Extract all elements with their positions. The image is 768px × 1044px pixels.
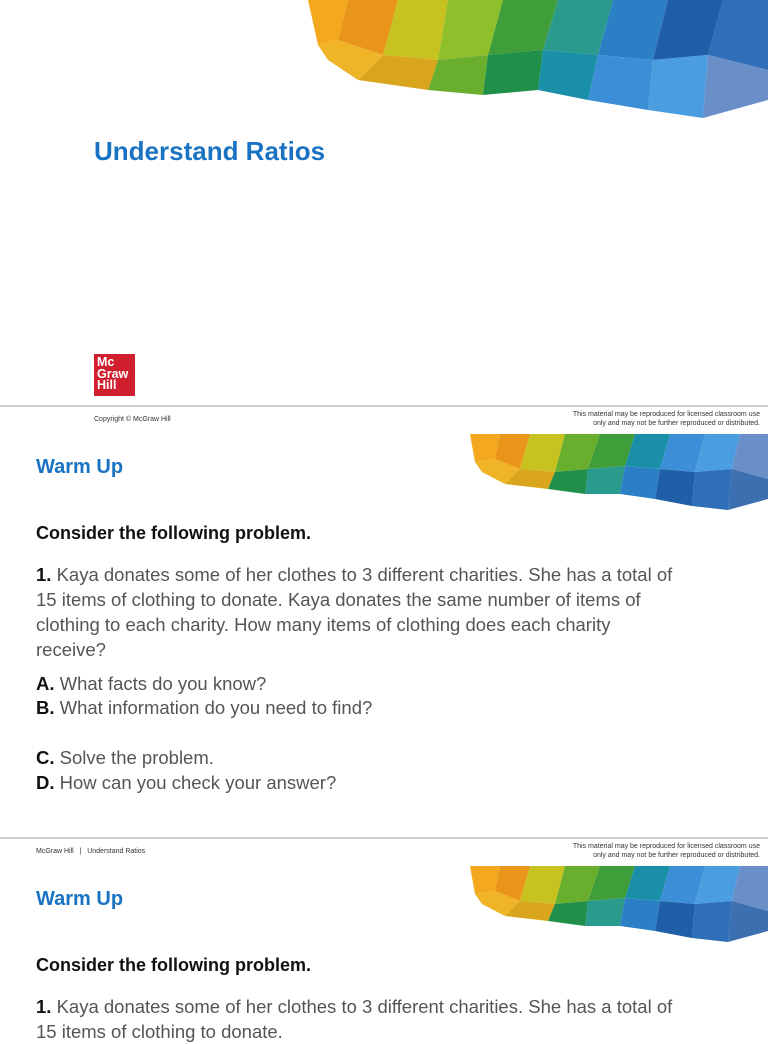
polygon-banner-graphic	[470, 866, 768, 944]
footer-breadcrumb: McGraw Hill | Understand Ratios	[36, 848, 146, 855]
problem-number: 1.	[36, 996, 52, 1017]
problem-prompt: Consider the following problem.	[36, 523, 312, 543]
option-d: D. How can you check your answer?	[36, 772, 337, 793]
section-title: Warm Up	[36, 456, 124, 478]
copyright-text: Copyright © McGraw Hill	[94, 416, 171, 423]
page-title: Understand Ratios	[94, 136, 326, 166]
license-notice: This material may be reproduced for licensed classroom use only and may not be further reproduced or distributed.	[572, 411, 760, 427]
problem-prompt: Consider the following problem.	[36, 955, 312, 975]
option-c: C. Solve the problem.	[36, 747, 214, 768]
option-a: A. What facts do you know?	[36, 673, 267, 694]
slide1-footer	[0, 406, 768, 434]
section-title: Warm Up	[36, 888, 124, 910]
problem-text: Kaya donates some of her clothes to 3 different charities. She has a total of 15 items of clothing to donate.	[36, 996, 673, 1042]
problem-statement	[36, 562, 676, 662]
license-notice: This material may be reproduced for licensed classroom use only and may not be further reproduced or distributed.	[572, 843, 760, 859]
slide2-footer	[0, 838, 768, 866]
problem-statement	[36, 994, 676, 1044]
polygon-banner-graphic	[308, 0, 768, 125]
warm-up-slide	[0, 434, 768, 837]
problem-text: Kaya donates some of her clothes to 3 different charities. She has a total of 15 items of clothing to donate. Kaya donates the same number of items of clothing to each charity. How many items of clothing does each charity receive?	[36, 564, 673, 660]
polygon-banner-graphic	[470, 434, 768, 512]
mcgraw-hill-logo: Mc Graw Hill	[94, 354, 135, 396]
problem-number: 1.	[36, 564, 52, 585]
title-slide	[0, 0, 768, 405]
option-b: B. What information do you need to find?	[36, 697, 373, 718]
warm-up-slide-repeat	[0, 866, 768, 1042]
